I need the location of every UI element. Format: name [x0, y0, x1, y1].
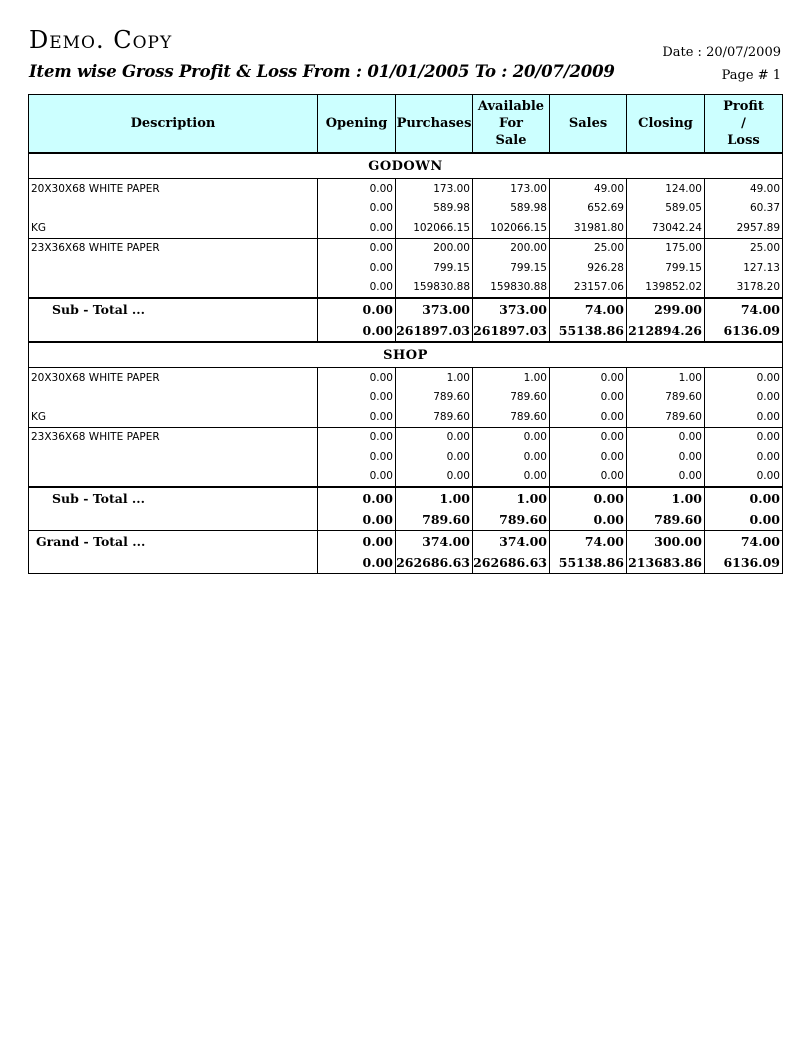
cell-purchases: 1.00 — [396, 368, 473, 388]
grand-total-closing: 300.00 — [627, 531, 705, 553]
item-description — [29, 388, 318, 408]
col-available-line1: Available — [477, 99, 545, 114]
subtotal-purchases: 373.00 — [396, 298, 473, 320]
cell-closing: 124.00 — [627, 179, 705, 199]
cell-opening: 0.00 — [318, 258, 396, 278]
cell-sales: 0.00 — [550, 407, 627, 427]
grand-total-sales: 55138.86 — [550, 552, 627, 574]
grand-total-available: 262686.63 — [473, 552, 550, 574]
subtotal-opening: 0.00 — [318, 509, 396, 531]
subtotal-opening: 0.00 — [318, 487, 396, 509]
cell-profit-loss: 0.00 — [705, 427, 783, 447]
cell-purchases: 789.60 — [396, 407, 473, 427]
cell-opening: 0.00 — [318, 467, 396, 488]
cell-sales: 31981.80 — [550, 218, 627, 238]
subtotal-closing: 789.60 — [627, 509, 705, 531]
col-profit-line2: / — [741, 116, 746, 131]
cell-profit-loss: 49.00 — [705, 179, 783, 199]
cell-closing: 139852.02 — [627, 278, 705, 299]
page-number: Page # 1 — [721, 68, 781, 83]
item-description — [29, 258, 318, 278]
table-row — [29, 427, 783, 447]
table-row — [29, 388, 783, 408]
cell-sales: 0.00 — [550, 467, 627, 488]
subtotal-closing: 299.00 — [627, 298, 705, 320]
cell-closing: 0.00 — [627, 427, 705, 447]
cell-profit-loss: 25.00 — [705, 238, 783, 258]
cell-available: 1.00 — [473, 368, 550, 388]
cell-available: 159830.88 — [473, 278, 550, 299]
cell-purchases: 0.00 — [396, 467, 473, 488]
item-description: 23X36X68 WHITE PAPER — [29, 427, 318, 447]
cell-purchases: 799.15 — [396, 258, 473, 278]
subtotal-available: 373.00 — [473, 298, 550, 320]
subtotal-sales: 74.00 — [550, 298, 627, 320]
report-body — [29, 153, 783, 574]
subtotal-opening: 0.00 — [318, 320, 396, 342]
grand-total-profit-loss: 6136.09 — [705, 552, 783, 574]
subtotal-profit-loss: 0.00 — [705, 509, 783, 531]
cell-opening: 0.00 — [318, 238, 396, 258]
subtotal-label — [29, 320, 318, 342]
cell-sales: 23157.06 — [550, 278, 627, 299]
cell-available: 173.00 — [473, 179, 550, 199]
cell-purchases: 789.60 — [396, 388, 473, 408]
table-row — [29, 199, 783, 219]
cell-closing: 799.15 — [627, 258, 705, 278]
cell-sales: 652.69 — [550, 199, 627, 219]
cell-opening: 0.00 — [318, 368, 396, 388]
item-description: KG — [29, 218, 318, 238]
grand-total-profit-loss: 74.00 — [705, 531, 783, 553]
subtotal-label: Sub - Total ... — [29, 487, 318, 509]
item-description: KG — [29, 407, 318, 427]
section-name: GODOWN — [29, 153, 783, 179]
subtotal-profit-loss: 6136.09 — [705, 320, 783, 342]
cell-opening: 0.00 — [318, 218, 396, 238]
subtotal-row — [29, 320, 783, 342]
section-header-row — [29, 342, 783, 368]
subtotal-profit-loss: 0.00 — [705, 487, 783, 509]
cell-opening: 0.00 — [318, 388, 396, 408]
cell-profit-loss: 0.00 — [705, 447, 783, 467]
subtotal-row — [29, 487, 783, 509]
section-name: SHOP — [29, 342, 783, 368]
col-sales: Sales — [550, 95, 627, 154]
cell-available: 0.00 — [473, 427, 550, 447]
cell-sales: 0.00 — [550, 388, 627, 408]
table-header-row — [29, 95, 783, 154]
cell-profit-loss: 3178.20 — [705, 278, 783, 299]
grand-total-label — [29, 552, 318, 574]
grand-total-sales: 74.00 — [550, 531, 627, 553]
col-available-line2: For — [498, 116, 524, 131]
cell-opening: 0.00 — [318, 278, 396, 299]
cell-sales: 0.00 — [550, 427, 627, 447]
cell-purchases: 173.00 — [396, 179, 473, 199]
cell-purchases: 589.98 — [396, 199, 473, 219]
cell-profit-loss: 60.37 — [705, 199, 783, 219]
grand-total-opening: 0.00 — [318, 531, 396, 553]
section-header-row — [29, 153, 783, 179]
cell-opening: 0.00 — [318, 407, 396, 427]
cell-sales: 25.00 — [550, 238, 627, 258]
item-description: 23X36X68 WHITE PAPER — [29, 238, 318, 258]
col-closing: Closing — [627, 95, 705, 154]
table-row — [29, 278, 783, 299]
subtotal-purchases: 789.60 — [396, 509, 473, 531]
table-row — [29, 407, 783, 427]
grand-total-purchases: 374.00 — [396, 531, 473, 553]
grand-total-closing: 213683.86 — [627, 552, 705, 574]
subtotal-closing: 1.00 — [627, 487, 705, 509]
cell-available: 0.00 — [473, 447, 550, 467]
cell-available: 789.60 — [473, 388, 550, 408]
cell-sales: 0.00 — [550, 447, 627, 467]
col-profit-loss — [705, 95, 783, 154]
cell-purchases: 159830.88 — [396, 278, 473, 299]
cell-available: 200.00 — [473, 238, 550, 258]
cell-available: 799.15 — [473, 258, 550, 278]
subtotal-closing: 212894.26 — [627, 320, 705, 342]
subtotal-sales: 55138.86 — [550, 320, 627, 342]
cell-profit-loss: 2957.89 — [705, 218, 783, 238]
cell-closing: 175.00 — [627, 238, 705, 258]
subtotal-profit-loss: 74.00 — [705, 298, 783, 320]
col-available-line3: Sale — [495, 133, 527, 148]
grand-total-opening: 0.00 — [318, 552, 396, 574]
cell-profit-loss: 0.00 — [705, 467, 783, 488]
subtotal-opening: 0.00 — [318, 298, 396, 320]
item-description: 20X30X68 WHITE PAPER — [29, 368, 318, 388]
table-row — [29, 238, 783, 258]
report-date: Date : 20/07/2009 — [662, 45, 781, 60]
cell-closing: 0.00 — [627, 447, 705, 467]
cell-closing: 0.00 — [627, 467, 705, 488]
cell-closing: 589.05 — [627, 199, 705, 219]
cell-opening: 0.00 — [318, 199, 396, 219]
report-table — [28, 94, 783, 574]
grand-total-label: Grand - Total ... — [29, 531, 318, 553]
cell-purchases: 0.00 — [396, 427, 473, 447]
cell-opening: 0.00 — [318, 447, 396, 467]
cell-available: 102066.15 — [473, 218, 550, 238]
cell-purchases: 102066.15 — [396, 218, 473, 238]
subtotal-sales: 0.00 — [550, 487, 627, 509]
grand-total-available: 374.00 — [473, 531, 550, 553]
cell-profit-loss: 127.13 — [705, 258, 783, 278]
subtotal-sales: 0.00 — [550, 509, 627, 531]
cell-available: 0.00 — [473, 467, 550, 488]
item-description — [29, 199, 318, 219]
cell-profit-loss: 0.00 — [705, 368, 783, 388]
cell-sales: 926.28 — [550, 258, 627, 278]
cell-available: 789.60 — [473, 407, 550, 427]
cell-sales: 49.00 — [550, 179, 627, 199]
table-row — [29, 447, 783, 467]
cell-profit-loss: 0.00 — [705, 407, 783, 427]
cell-sales: 0.00 — [550, 368, 627, 388]
cell-profit-loss: 0.00 — [705, 388, 783, 408]
grand-total-row — [29, 552, 783, 574]
cell-purchases: 200.00 — [396, 238, 473, 258]
subtotal-available: 789.60 — [473, 509, 550, 531]
table-row — [29, 467, 783, 488]
table-row — [29, 368, 783, 388]
subtotal-available: 261897.03 — [473, 320, 550, 342]
subtotal-purchases: 1.00 — [396, 487, 473, 509]
item-description — [29, 467, 318, 488]
cell-opening: 0.00 — [318, 427, 396, 447]
cell-closing: 789.60 — [627, 388, 705, 408]
cell-purchases: 0.00 — [396, 447, 473, 467]
col-available-for-sale — [473, 95, 550, 154]
col-profit-line3: Loss — [727, 133, 760, 148]
item-description — [29, 447, 318, 467]
subtotal-label: Sub - Total ... — [29, 298, 318, 320]
col-description: Description — [29, 95, 318, 154]
subtotal-purchases: 261897.03 — [396, 320, 473, 342]
col-opening: Opening — [318, 95, 396, 154]
table-row — [29, 258, 783, 278]
grand-total-row — [29, 531, 783, 553]
cell-closing: 789.60 — [627, 407, 705, 427]
col-profit-line1: Profit — [723, 99, 764, 114]
cell-closing: 1.00 — [627, 368, 705, 388]
subtotal-available: 1.00 — [473, 487, 550, 509]
col-purchases: Purchases — [396, 95, 473, 154]
subtotal-row — [29, 298, 783, 320]
company-name: Demo. Copy — [29, 26, 173, 54]
subtotal-label — [29, 509, 318, 531]
grand-total-purchases: 262686.63 — [396, 552, 473, 574]
subtotal-row — [29, 509, 783, 531]
report-title: Item wise Gross Profit & Loss From : 01/01/2005 To : 20/07/2009 — [29, 62, 615, 81]
item-description — [29, 278, 318, 299]
cell-closing: 73042.24 — [627, 218, 705, 238]
table-row — [29, 218, 783, 238]
cell-available: 589.98 — [473, 199, 550, 219]
table-row — [29, 179, 783, 199]
item-description: 20X30X68 WHITE PAPER — [29, 179, 318, 199]
cell-opening: 0.00 — [318, 179, 396, 199]
